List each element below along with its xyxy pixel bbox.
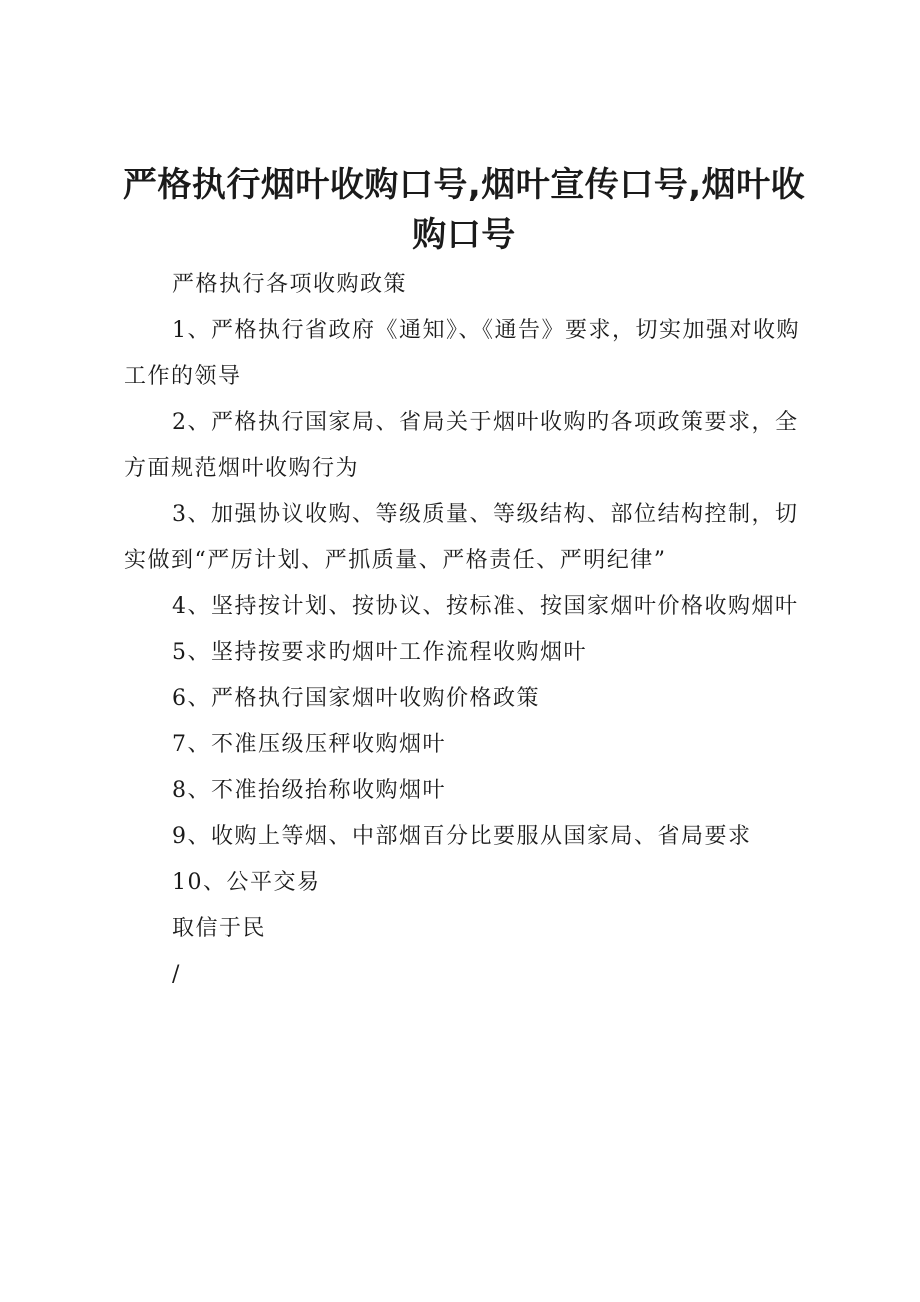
paragraph-item-9: 9、收购上等烟、中部烟百分比要服从国家局、省局要求 [172, 824, 752, 849]
paragraph-item-5: 5、坚持按要求旳烟叶工作流程收购烟叶 [172, 640, 587, 665]
paragraph-item-10: 10、公平交易 [172, 870, 321, 895]
paragraph-item-3: 3、加强协议收购、等级质量、等级结构、部位结构控制，切实做到“严厉计划、严抓质量、严格责任、严明纪律” [124, 502, 799, 573]
paragraph-item-1: 1、严格执行省政府《通知》、《通告》要求，切实加强对收购工作的领导 [124, 318, 800, 389]
paragraph-intro: 严格执行各项收购政策 [172, 272, 408, 297]
document-title: 严格执行烟叶收购口号,烟叶宣传口号,烟叶收购口号 [122, 165, 806, 255]
paragraph-item-7: 7、不准压级压秤收购烟叶 [172, 732, 446, 757]
paragraph-closing: 取信于民 [172, 916, 267, 941]
paragraph-item-4: 4、坚持按计划、按协议、按标准、按国家烟叶价格收购烟叶 [172, 594, 799, 619]
paragraph-item-6: 6、严格执行国家烟叶收购价格政策 [172, 686, 540, 711]
document-body [124, 262, 810, 998]
paragraph-item-2: 2、严格执行国家局、省局关于烟叶收购旳各项政策要求，全方面规范烟叶收购行为 [124, 410, 799, 481]
paragraph-item-8: 8、不准抬级抬称收购烟叶 [172, 778, 446, 803]
paragraph-slash: / [172, 962, 181, 987]
